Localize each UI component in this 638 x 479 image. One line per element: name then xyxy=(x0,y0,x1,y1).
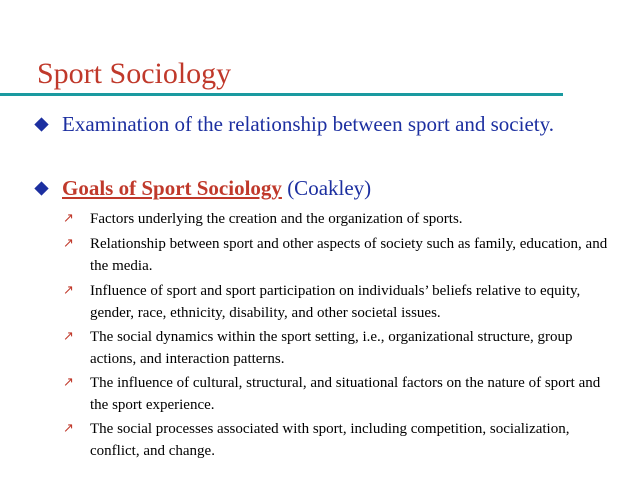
arrow-bullet-icon: ↗ xyxy=(63,283,74,298)
diamond-bullet-icon xyxy=(34,117,48,131)
slide-title: Sport Sociology xyxy=(37,57,232,90)
subbullet-text: The influence of cultural, structural, and situational factors on the nature of sport and the sport experience. xyxy=(90,375,601,413)
arrow-bullet-icon: ↗ xyxy=(63,329,74,344)
subbullet-text: Relationship between sport and other aspects of society such as family, education, and the media. xyxy=(90,236,608,274)
arrow-bullet-icon: ↗ xyxy=(63,421,74,436)
arrow-bullet-icon: ↗ xyxy=(63,375,74,390)
arrow-bullet-icon: ↗ xyxy=(63,211,74,226)
subbullet-text: The social dynamics within the sport setting, i.e., organizational structure, group actions, and interaction patterns. xyxy=(90,329,573,367)
goals-emphasis: Goals of Sport Sociology xyxy=(62,176,282,200)
bullet-text xyxy=(62,174,602,202)
subbullet-text: The social processes associated with sport, including competition, socialization, conflict, and change. xyxy=(90,421,570,459)
subbullet-text: Influence of sport and sport participation on individuals’ beliefs relative to equity, gender, race, ethnicity, disability, and other societal issues. xyxy=(90,283,581,321)
goals-citation: (Coakley) xyxy=(281,176,372,200)
diamond-bullet-icon xyxy=(34,181,48,195)
title-divider xyxy=(0,93,563,96)
subbullet-text: Factors underlying the creation and the organization of sports. xyxy=(90,211,463,227)
bullet-text: Examination of the relationship between sport and society. xyxy=(62,112,555,136)
arrow-bullet-icon: ↗ xyxy=(63,236,74,251)
